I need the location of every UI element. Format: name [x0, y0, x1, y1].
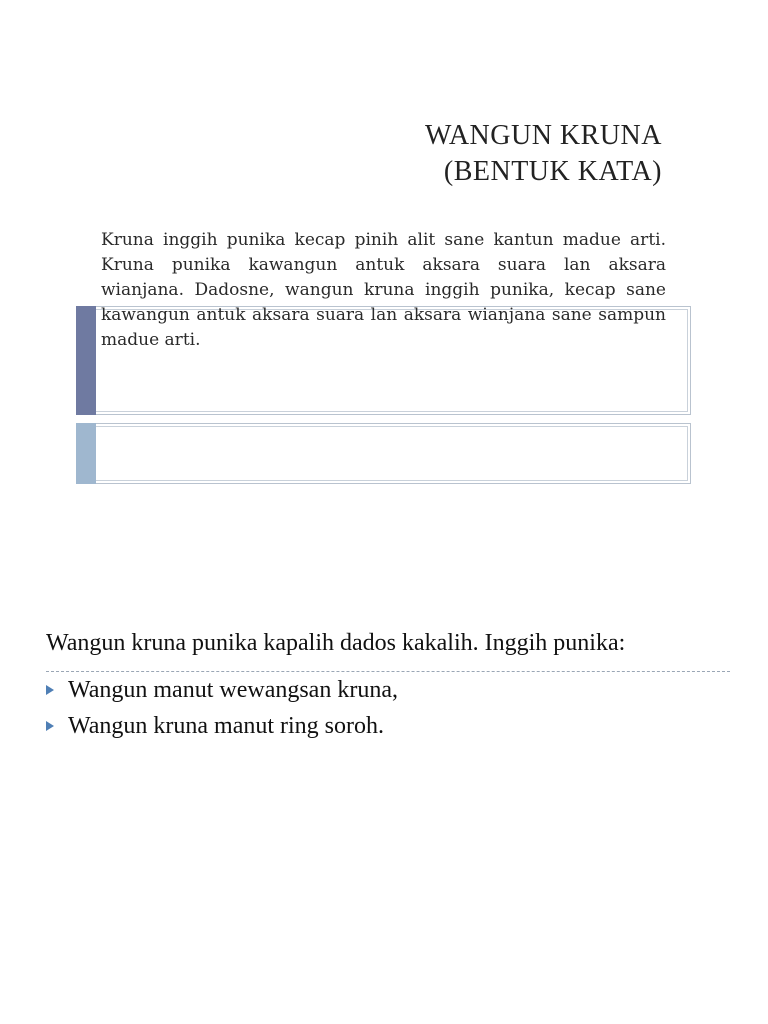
section-heading: Wangun kruna punika kapalih dados kakalih. Inggih punika:	[46, 630, 626, 656]
list-item-text: Wangun manut wewangsan kruna,	[68, 677, 398, 703]
triangle-bullet-icon	[46, 721, 54, 731]
triangle-bullet-icon	[46, 685, 54, 695]
accent-bar-light	[76, 423, 96, 484]
page-title	[425, 118, 662, 190]
bullet-list	[46, 672, 398, 744]
list-item-text: Wangun kruna manut ring soroh.	[68, 713, 385, 739]
list-item	[46, 708, 398, 744]
title-line-2: (BENTUK KATA)	[443, 156, 662, 187]
definition-text: Kruna inggih punika kecap pinih alit sane kantun madue arti. Kruna punika kawangun antuk aksara suara lan aksara wianjana. Dadosne, wangun kruna inggih punika, kecap sane kawangun antuk aksara suara lan aksara wianjana sane sampun madue arti.	[101, 230, 666, 350]
list-item	[46, 672, 398, 708]
accent-bar-dark	[76, 306, 96, 415]
empty-box	[76, 423, 691, 484]
title-line-1: WANGUN KRUNA	[425, 120, 662, 151]
